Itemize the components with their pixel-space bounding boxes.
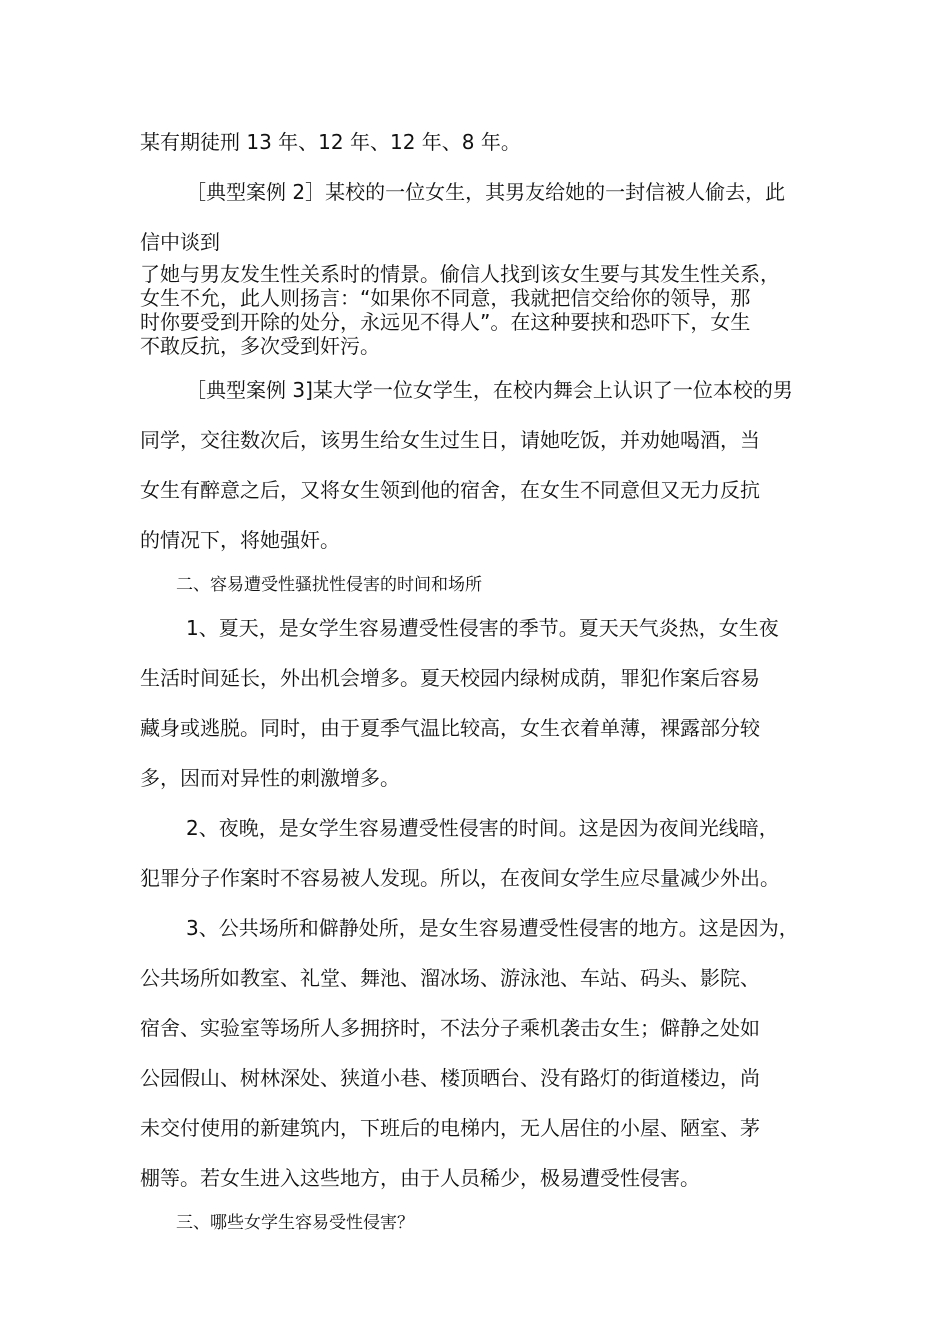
text-line: 某有期徒刑 13 年、12 年、12 年、8 年。 bbox=[140, 130, 521, 154]
text-line: 藏身或逃脱。同时，由于夏季气温比较高，女生衣着单薄，裸露部分较 bbox=[140, 716, 760, 740]
case-2-line: ［典型案例 2］某校的一位女生，其男友给她的一封信被人偷去，此 bbox=[186, 180, 786, 204]
text-line: 女生不允，此人则扬言：“如果你不同意，我就把信交给你的领导，那 bbox=[140, 286, 751, 310]
text-line: 未交付使用的新建筑内，下班后的电梯内，无人居住的小屋、陋室、茅 bbox=[140, 1116, 760, 1140]
item-3-line: 3、公共场所和僻静处所，是女生容易遭受性侵害的地方。这是因为， bbox=[186, 916, 799, 940]
text-line: 时你要受到开除的处分，永远见不得人”。在这种要挟和恐吓下，女生 bbox=[140, 310, 751, 334]
text-line: 信中谈到 bbox=[140, 230, 220, 254]
text-line: 不敢反抗，多次受到奸污。 bbox=[140, 334, 380, 358]
text-line: 的情况下，将她强奸。 bbox=[140, 528, 340, 552]
item-2-line: 2、夜晚，是女学生容易遭受性侵害的时间。这是因为夜间光线暗， bbox=[186, 816, 779, 840]
text-line: 公共场所如教室、礼堂、舞池、溜冰场、游泳池、车站、码头、影院、 bbox=[140, 966, 760, 990]
case-3-line: ［典型案例 3]某大学一位女学生，在校内舞会上认识了一位本校的男 bbox=[186, 378, 793, 402]
text-line: 犯罪分子作案时不容易被人发现。所以，在夜间女学生应尽量减少外出。 bbox=[140, 866, 780, 890]
section-heading-2: 二、容易遭受性骚扰性侵害的时间和场所 bbox=[176, 575, 482, 595]
text-line: 生活时间延长，外出机会增多。夏天校园内绿树成荫，罪犯作案后容易 bbox=[140, 666, 760, 690]
text-line: 了她与男友发生性关系时的情景。偷信人找到该女生要与其发生性关系， bbox=[140, 262, 780, 286]
text-line: 多，因而对异性的刺激增多。 bbox=[140, 766, 400, 790]
text-line: 棚等。若女生进入这些地方，由于人员稀少，极易遭受性侵害。 bbox=[140, 1166, 700, 1190]
text-line: 女生有醉意之后，又将女生领到他的宿舍，在女生不同意但又无力反抗 bbox=[140, 478, 760, 502]
section-heading-3: 三、哪些女学生容易受性侵害？ bbox=[176, 1213, 414, 1233]
text-line: 同学，交往数次后，该男生给女生过生日，请她吃饭，并劝她喝酒，当 bbox=[140, 428, 760, 452]
item-1-line: 1、夏天，是女学生容易遭受性侵害的季节。夏天天气炎热，女生夜 bbox=[186, 616, 779, 640]
text-line: 公园假山、树林深处、狭道小巷、楼顶晒台、没有路灯的街道楼边，尚 bbox=[140, 1066, 760, 1090]
text-line: 宿舍、实验室等场所人多拥挤时，不法分子乘机袭击女生；僻静之处如 bbox=[140, 1016, 760, 1040]
